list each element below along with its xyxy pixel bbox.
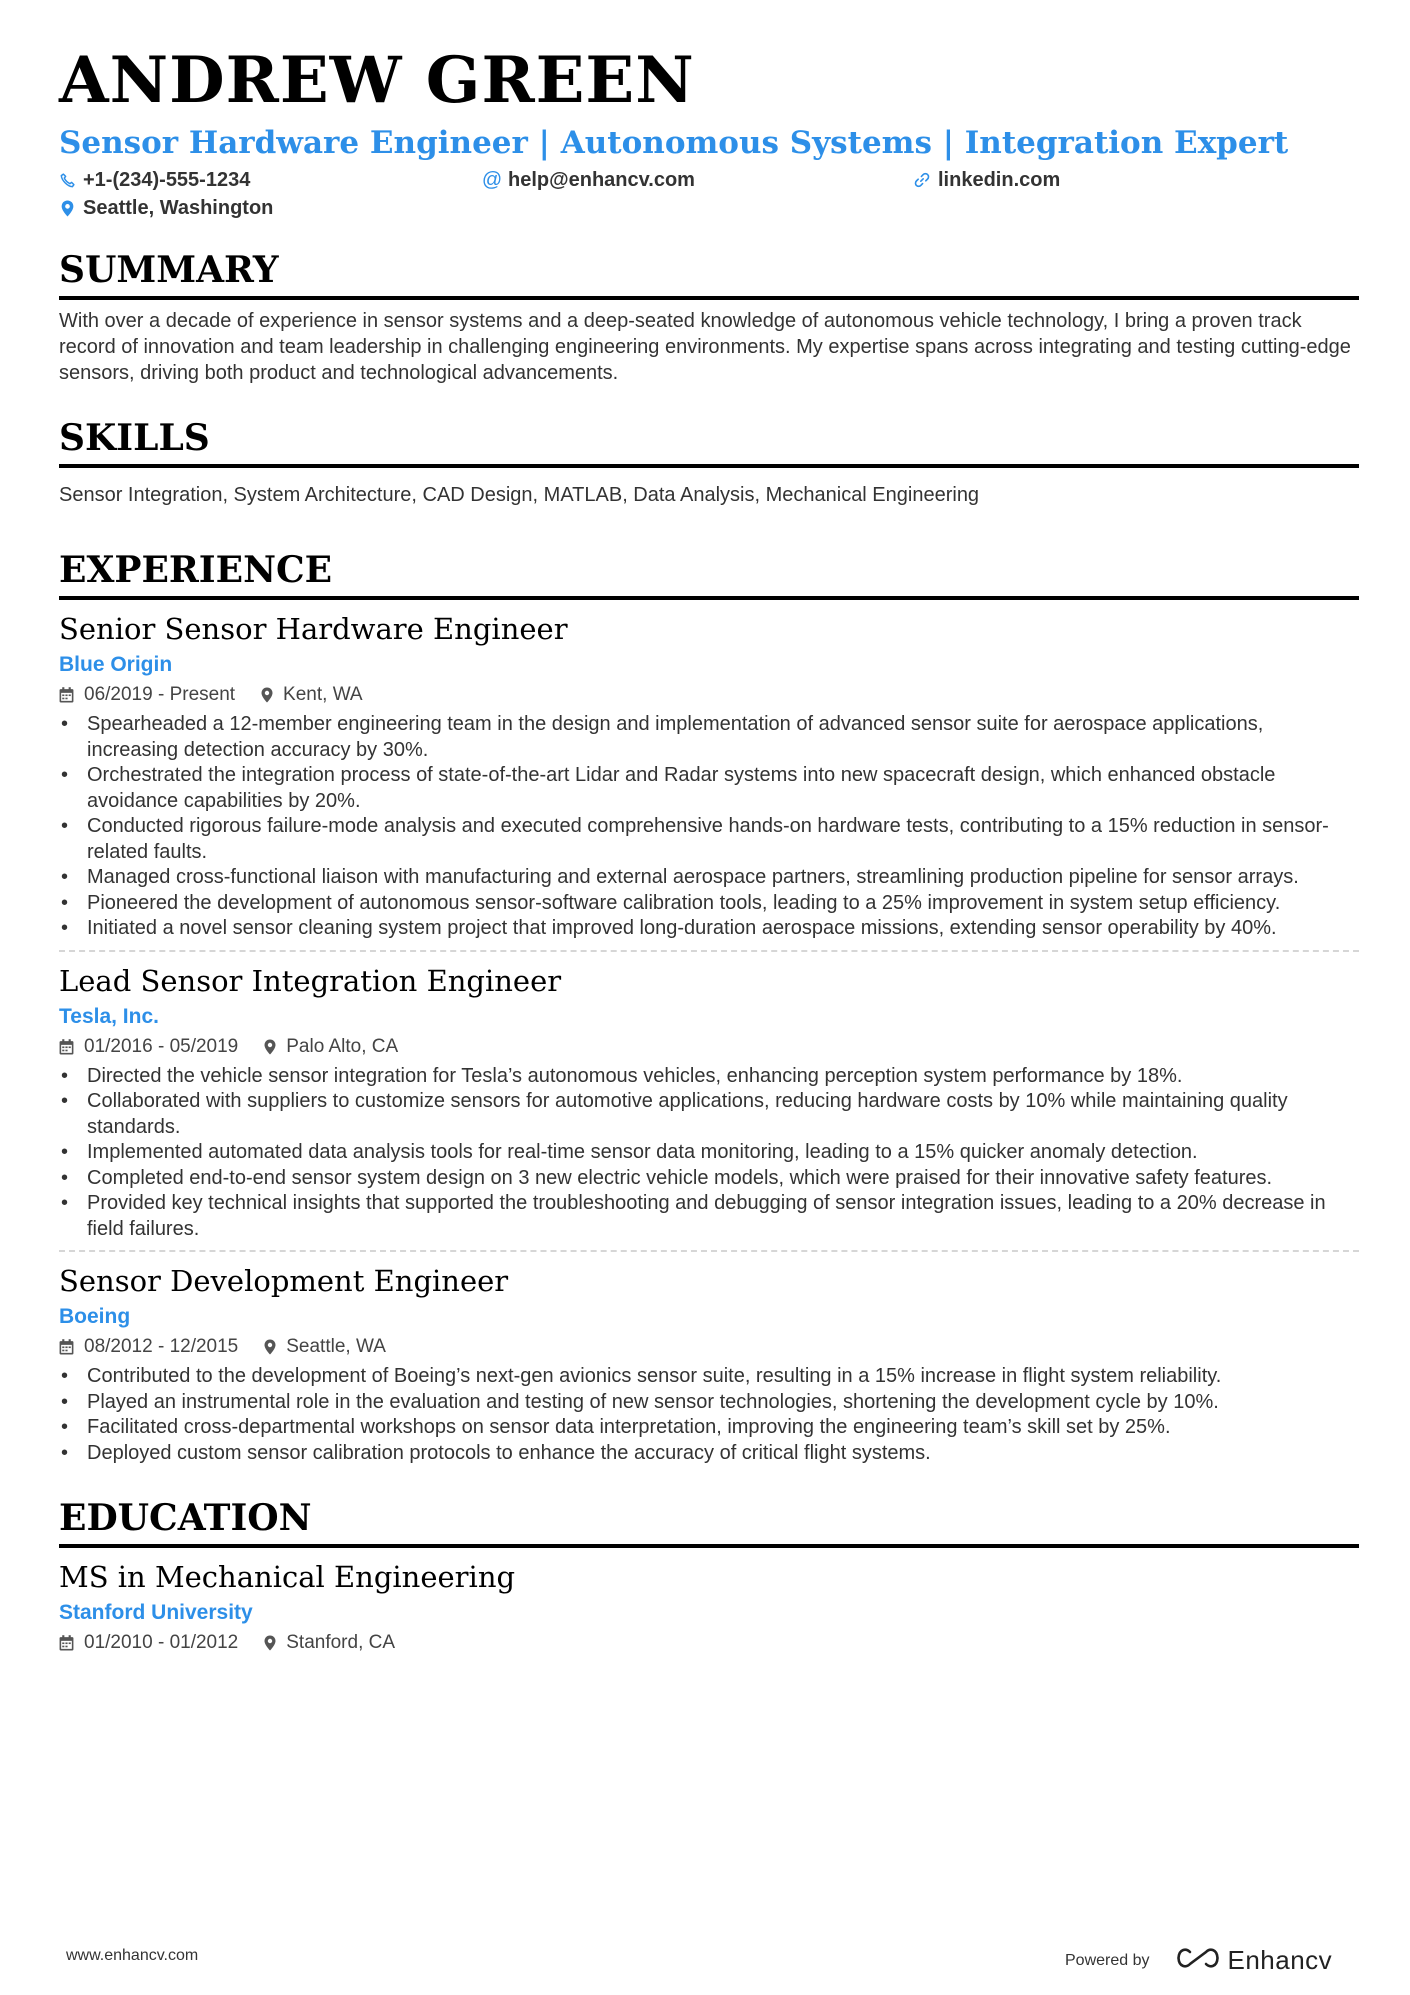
skills-text: Sensor Integration, System Architecture, CAD Design, MATLAB, Data Analysis, Mechanical Engineering	[59, 484, 980, 506]
school-name: Stanford University	[59, 1601, 253, 1624]
calendar-icon	[59, 1339, 74, 1355]
experience-heading: EXPERIENCE	[59, 548, 1359, 600]
location-pin-icon	[264, 1339, 276, 1355]
phone-text: +1-(234)-555-1234	[83, 168, 251, 191]
candidate-name: ANDREW GREEN	[59, 43, 695, 118]
bullet-item: • Played an instrumental role in the evaluation and testing of new sensor technologies, shortening the development cycle by 10%.	[59, 1390, 1359, 1416]
bullet-item: • Directed the vehicle sensor integration for Tesla’s autonomous vehicles, enhancing perception system performance by 18%.	[59, 1064, 1359, 1090]
education-heading: EDUCATION	[59, 1496, 1359, 1548]
job-divider	[59, 950, 1359, 952]
job-bullets	[59, 1064, 1359, 1243]
company-name: Blue Origin	[59, 653, 173, 676]
bullet-item: • Completed end-to-end sensor system design on 3 new electric vehicle models, which were praised for their innovative safety features.	[59, 1166, 1359, 1192]
powered-by-label: Powered by	[1065, 1951, 1150, 1969]
job-divider	[59, 1250, 1359, 1252]
enhancv-logo-icon	[1176, 1945, 1220, 1976]
bullet-item: • Spearheaded a 12-member engineering team in the design and implementation of advanced sensor suite for aerospace applications, increasing detection accuracy by 30%.	[59, 712, 1359, 763]
skills-section	[59, 416, 1359, 508]
contact-phone	[59, 166, 484, 194]
enhancv-brand[interactable]	[1176, 1945, 1333, 1976]
degree-title: MS in Mechanical Engineering	[59, 1560, 516, 1594]
job-meta	[59, 1332, 1359, 1362]
job-dates: 06/2019 - Present	[59, 680, 235, 710]
job-dates: 08/2012 - 12/2015	[59, 1332, 238, 1362]
enhancv-brand-name: Enhancv	[1227, 1945, 1333, 1975]
education-dates: 01/2010 - 01/2012	[59, 1628, 238, 1658]
calendar-icon	[59, 1039, 74, 1055]
calendar-icon	[59, 1635, 74, 1651]
location-pin-icon	[264, 1039, 276, 1055]
link-icon	[914, 172, 930, 188]
summary-heading: SUMMARY	[59, 248, 1359, 300]
contact-email[interactable]	[481, 166, 914, 194]
education-meta	[59, 1628, 1359, 1658]
job-meta	[59, 1032, 1359, 1062]
job-location: Kent, WA	[261, 680, 363, 710]
bullet-item: • Pioneered the development of autonomous sensor-software calibration tools, leading to a 25% improvement in system setup efficiency.	[59, 891, 1359, 917]
bullet-item: • Orchestrated the integration process of state-of-the-art Lidar and Radar systems into new spacecraft design, which enhanced obstacle avoidance capabilities by 20%.	[59, 763, 1359, 814]
job-title: Lead Sensor Integration Engineer	[59, 963, 562, 998]
bullet-item: • Provided key technical insights that supported the troubleshooting and debugging of sensor integration issues, leading to a 20% decrease in field failures.	[59, 1191, 1359, 1242]
job-location: Palo Alto, CA	[264, 1032, 398, 1062]
bullet-item: • Contributed to the development of Boeing’s next-gen avionics sensor suite, resulting in a 15% increase in flight system reliability.	[59, 1364, 1359, 1390]
education-section	[59, 1496, 1359, 1658]
bullet-item: • Initiated a novel sensor cleaning system project that improved long-duration aerospace missions, extending sensor operability by 40%.	[59, 916, 1359, 942]
location-pin-icon	[261, 687, 273, 703]
location-text: Seattle, Washington	[83, 196, 274, 219]
phone-icon	[59, 173, 75, 188]
powered-by[interactable]	[1065, 1945, 1332, 1976]
job-title: Sensor Development Engineer	[59, 1264, 509, 1298]
email-text[interactable]: help@enhancv.com	[508, 168, 695, 191]
job-bullets	[59, 1364, 1359, 1466]
job-bullets	[59, 712, 1359, 942]
footer-website[interactable]: www.enhancv.com	[66, 1947, 199, 1964]
job-entry	[59, 1262, 1359, 1466]
bullet-item: • Implemented automated data analysis tools for real-time sensor data monitoring, leading to a 15% quicker anomaly detection.	[59, 1140, 1359, 1166]
footer	[0, 1935, 1410, 1975]
job-dates: 01/2016 - 05/2019	[59, 1032, 238, 1062]
job-title: Senior Sensor Hardware Engineer	[59, 612, 568, 646]
job-entry	[59, 610, 1359, 942]
summary-section	[59, 248, 1359, 386]
location-pin-icon	[264, 1635, 276, 1651]
experience-section	[59, 548, 1359, 1466]
skills-heading: SKILLS	[59, 416, 1359, 468]
contact-linkedin[interactable]	[914, 166, 1334, 194]
bullet-item: • Facilitated cross-departmental workshops on sensor data interpretation, improving the engineering team’s skill set by 25%.	[59, 1415, 1359, 1441]
education-location: Stanford, CA	[264, 1628, 395, 1658]
bullet-item: • Managed cross-functional liaison with manufacturing and external aerospace partners, streamlining production pipeline for sensor arrays.	[59, 865, 1359, 891]
calendar-icon	[59, 687, 74, 703]
job-entry	[59, 962, 1359, 1243]
linkedin-text[interactable]: linkedin.com	[938, 168, 1061, 191]
company-name: Tesla, Inc.	[59, 1004, 159, 1028]
company-name: Boeing	[59, 1305, 131, 1328]
bullet-item: • Collaborated with suppliers to customize sensors for automotive applications, reducing hardware costs by 10% while maintaining quality standards.	[59, 1089, 1359, 1140]
bullet-item: • Deployed custom sensor calibration protocols to enhance the accuracy of critical flight systems.	[59, 1441, 1359, 1467]
job-location: Seattle, WA	[264, 1332, 386, 1362]
summary-text: With over a decade of experience in sensor systems and a deep-seated knowledge of autonomous vehicle technology, I bring a proven track record of innovation and team leadership in challenging engineering environments. My expertise spans across integrating and testing cutting-edge sensors, driving both product and technological advancements.	[59, 310, 1351, 384]
at-icon: @	[481, 168, 503, 191]
job-meta	[59, 680, 1359, 710]
contact-info	[59, 166, 1359, 222]
resume	[59, 40, 1359, 1658]
contact-location	[59, 194, 484, 222]
headline: Sensor Hardware Engineer | Autonomous Systems | Integration Expert	[59, 125, 1289, 161]
bullet-item: • Conducted rigorous failure-mode analysis and executed comprehensive hands-on hardware tests, contributing to a 15% reduction in sensor-related faults.	[59, 814, 1359, 865]
location-pin-icon	[59, 200, 75, 217]
